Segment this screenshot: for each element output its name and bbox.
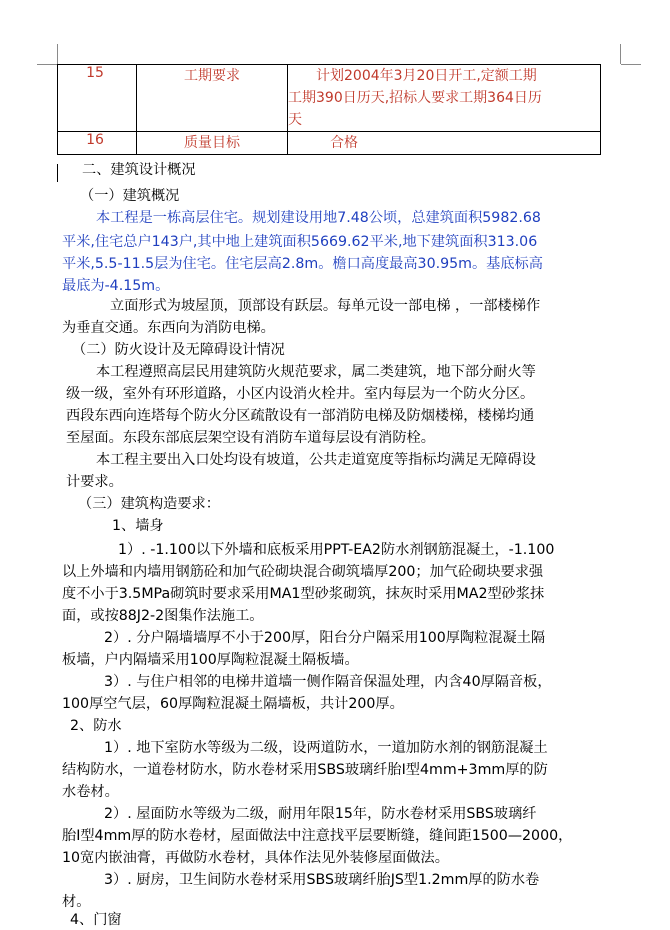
wall-line: 板墙，户内隔墙采用100厚陶粒混凝土隔板墙。 bbox=[62, 652, 359, 668]
text-cursor bbox=[57, 164, 58, 182]
access-line: 本工程主要出入口处均设有坡道，公共走道宽度等指标均满足无障碍设 bbox=[96, 452, 536, 468]
row-value-line: 工期390日历天,招标人要求工期364日历 bbox=[288, 90, 542, 106]
subsection-heading: （二）防火设计及无障碍设计情况 bbox=[72, 342, 285, 358]
crop-mark-left-horizontal bbox=[37, 64, 57, 65]
subsection-heading: （一）建筑概况 bbox=[80, 188, 180, 204]
waterproof-line: 胎Ⅰ型4mm厚的防水卷材，屋面做法中注意找平层要断缝，缝间距1500—2000， bbox=[62, 828, 573, 844]
row-number: 15 bbox=[58, 65, 137, 132]
waterproof-line: 水卷材。 bbox=[62, 784, 119, 800]
overview-line: 最底为-4.15m。 bbox=[62, 278, 170, 294]
crop-mark-left-vertical bbox=[57, 44, 58, 64]
window-heading: 4、门窗 bbox=[70, 912, 122, 928]
row-value bbox=[288, 132, 601, 155]
row-value-line: 天 bbox=[288, 112, 302, 128]
row-item: 质量目标 bbox=[137, 132, 288, 155]
wall-line: 以上外墙和内墙用钢筋砼和加气砼砌块混合砌筑墙厚200；加气砼砌块要求强 bbox=[62, 564, 544, 580]
overview-line: 平米,5.5-11.5层为住宅。住宅层高2.8m。檐口高度最高30.95m。基底标高 bbox=[62, 256, 543, 272]
subsection-heading: （三）建筑构造要求： bbox=[78, 496, 220, 512]
project-spec-table bbox=[57, 64, 601, 155]
overview-line: 本工程是一栋高层住宅。规划建设用地7.48公顷，总建筑面积5982.68 bbox=[96, 210, 541, 226]
crop-mark-right-vertical bbox=[620, 44, 621, 64]
waterproof-heading: 2、防水 bbox=[70, 718, 122, 734]
waterproof-line: 2）. 屋面防水等级为二级，耐用年限15年，防水卷材采用SBS玻璃纤 bbox=[104, 806, 537, 822]
table-row bbox=[58, 132, 601, 155]
wall-heading: 1、墙身 bbox=[112, 518, 164, 534]
wall-line: 100厚空气层，60厚陶粒混凝土隔墙板，共计200厚。 bbox=[62, 696, 404, 712]
row-value-line: 计划2004年3月20日开工,定额工期 bbox=[288, 68, 537, 84]
wall-line: 度不小于3.5MPa砌筑时要求采用MA1型砂浆砌筑，抹灰时采用MA2型砂浆抹 bbox=[62, 586, 545, 602]
crop-mark-right-horizontal bbox=[621, 64, 641, 65]
wall-line: 3）. 与住户相邻的电梯井道墙一侧作隔音保温处理，内含40厚隔音板， bbox=[104, 674, 552, 690]
row-value bbox=[288, 65, 601, 132]
waterproof-line: 1）. 地下室防水等级为二级，设两道防水，一道加防水剂的钢筋混凝土 bbox=[104, 740, 548, 756]
row-item: 工期要求 bbox=[137, 65, 288, 132]
fire-line: 西段东西向连塔每个防火分区疏散设有一部消防电梯及防烟楼梯，楼梯均通 bbox=[66, 408, 535, 424]
fire-line: 至屋面。东段东部底层架空设有消防车道每层设有消防栓。 bbox=[66, 430, 435, 446]
access-line: 计要求。 bbox=[66, 474, 123, 490]
waterproof-line: 结构防水，一道卷材防水，防水卷材采用SBS玻璃纤胎Ⅰ型4mm+3mm厚的防 bbox=[62, 762, 548, 778]
wall-line: 1）. -1.100以下外墙和底板采用PPT-EA2防水剂钢筋混凝土，-1.100 bbox=[118, 542, 555, 558]
waterproof-line: 10宽内嵌油膏，再做防水卷材，具体作法见外装修屋面做法。 bbox=[62, 850, 449, 866]
facade-line: 立面形式为坡屋顶，顶部设有跃层。每单元设一部电梯 ，一部楼梯作 bbox=[110, 298, 541, 314]
wall-line: 面，或按88J2-2图集作法施工。 bbox=[62, 608, 264, 624]
overview-line: 平米,住宅总户143户,其中地上建筑面积5669.62平米,地下建筑面积313.06 bbox=[62, 234, 538, 250]
section-heading: 二、建筑设计概况 bbox=[82, 162, 196, 178]
wall-line: 2）. 分户隔墙墙厚不小于200厚，阳台分户隔采用100厚陶粒混凝土隔 bbox=[104, 630, 546, 646]
waterproof-line: 3）. 厨房，卫生间防水卷材采用SBS玻璃纤胎JS型1.2mm厚的防水卷 bbox=[104, 872, 540, 888]
row-number: 16 bbox=[58, 132, 137, 155]
waterproof-line: 材。 bbox=[62, 894, 91, 910]
table-row bbox=[58, 65, 601, 132]
row-value-line: 合格 bbox=[288, 135, 358, 151]
facade-line: 为垂直交通。东西向为消防电梯。 bbox=[62, 320, 275, 336]
fire-line: 本工程遵照高层民用建筑防火规范要求，属二类建筑，地下部分耐火等 bbox=[96, 364, 536, 380]
fire-line: 级一级，室外有环形道路，小区内设消火栓井。室内每层为一个防火分区。 bbox=[66, 386, 535, 402]
